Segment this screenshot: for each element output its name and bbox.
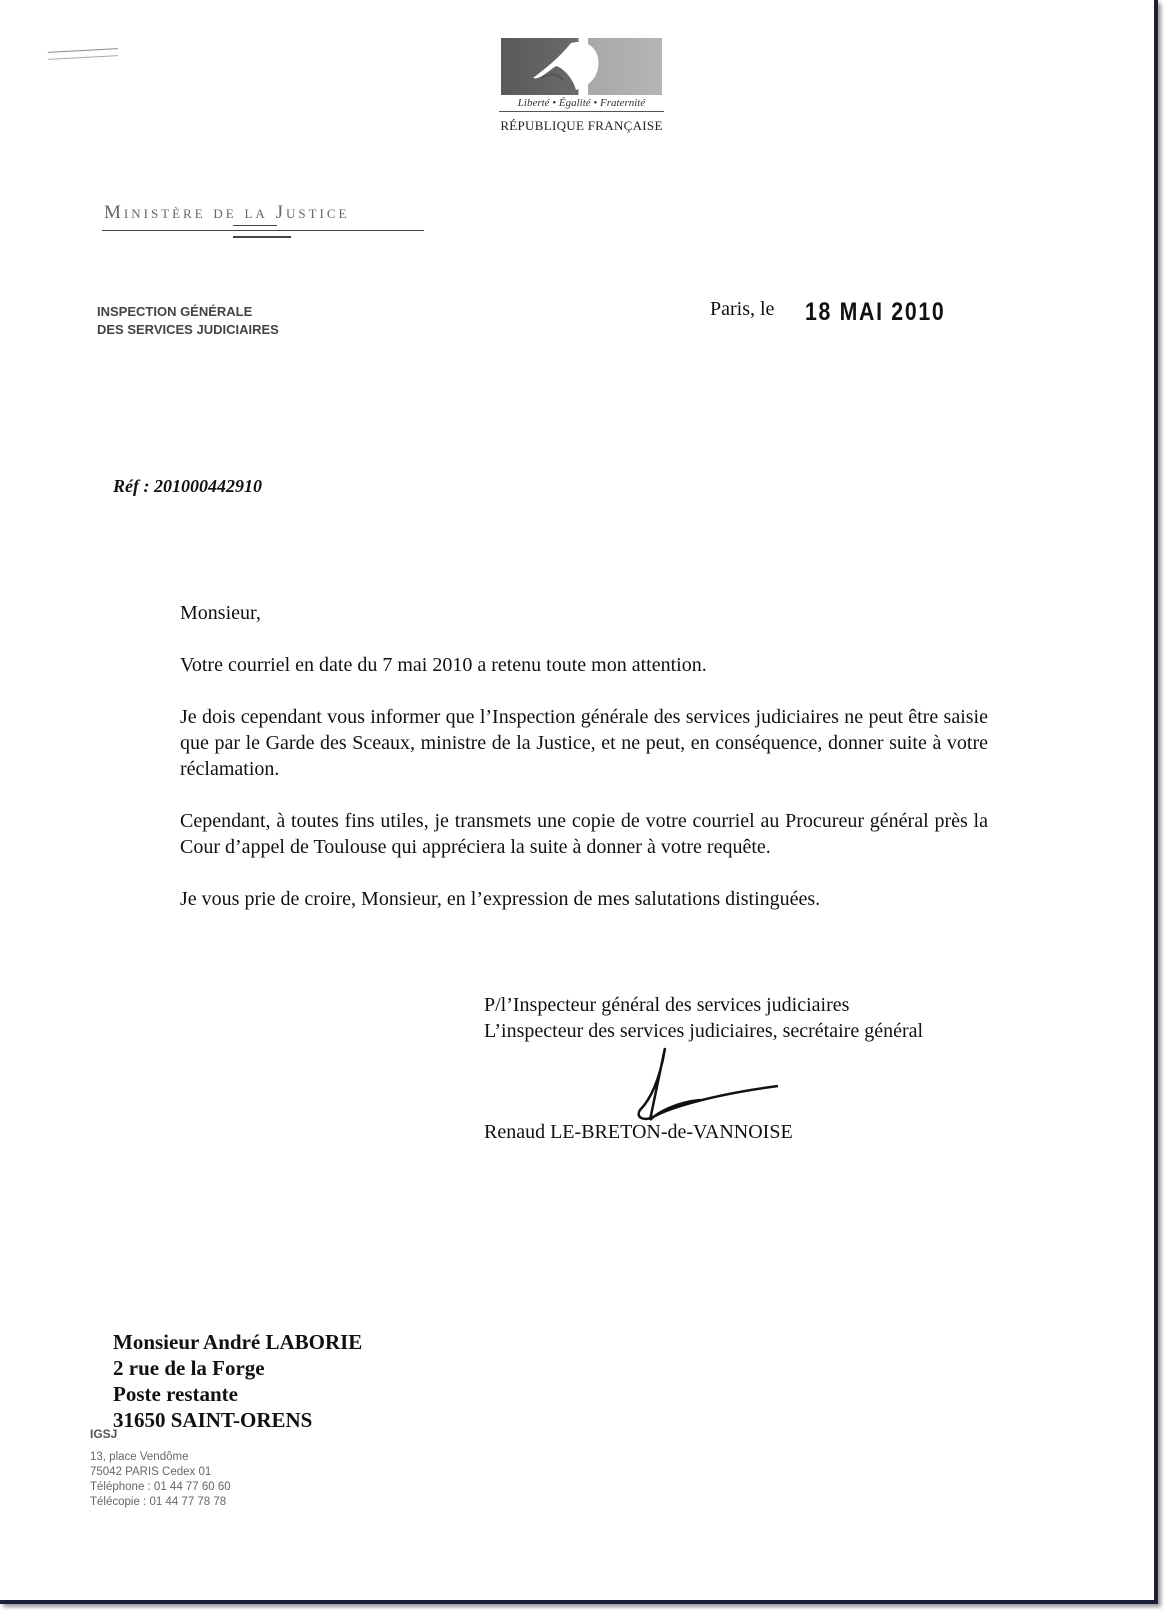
date-label: Paris, le xyxy=(710,298,775,320)
letter-body xyxy=(180,600,988,938)
recipient-street: 2 rue de la Forge xyxy=(113,1356,265,1380)
salutation: Monsieur, xyxy=(180,602,261,624)
divider xyxy=(102,230,424,231)
ministry-name: Ministère de la Justice xyxy=(104,202,350,223)
paragraph: Votre courriel en date du 7 mai 2010 a retenu toute mon attention. xyxy=(180,654,707,676)
recipient-line: Poste restante xyxy=(113,1382,238,1406)
service-line: INSPECTION GÉNÉRALE xyxy=(97,304,253,319)
recipient-name: Monsieur André LABORIE xyxy=(113,1330,363,1354)
signature-line: L’inspecteur des services judiciaires, secrétaire général xyxy=(484,1020,924,1042)
signature-line: P/l’Inspecteur général des services judiciaires xyxy=(484,994,850,1016)
handwritten-signature xyxy=(620,1040,790,1130)
paragraph: Je vous prie de croire, Monsieur, en l’expression de mes salutations distinguées. xyxy=(180,888,821,910)
footer-contact xyxy=(90,1450,231,1510)
footer-fax: Télécopie : 01 44 77 78 78 xyxy=(90,1496,227,1508)
footer-address: 75042 PARIS Cedex 01 xyxy=(90,1466,212,1478)
marianne-logo xyxy=(501,38,662,95)
footer-abbr: IGSJ xyxy=(90,1427,118,1441)
recipient-city: 31650 SAINT-ORENS xyxy=(113,1408,313,1432)
divider xyxy=(233,236,291,238)
footer-phone: Téléphone : 01 44 77 60 60 xyxy=(90,1481,231,1493)
service-line: DES SERVICES JUDICIAIRES xyxy=(97,322,279,337)
republic-name: RÉPUBLIQUE FRANÇAISE xyxy=(500,118,663,133)
divider xyxy=(233,225,277,226)
republic-motto: Liberté • Égalité • Fraternité xyxy=(499,97,664,112)
service-name xyxy=(97,303,279,339)
paragraph: Je dois cependant vous informer que l’Inspection générale des services judiciaires ne peut être saisie que par le Garde des Sceaux, ministre de la Justice, et ne peut, en conséquence, donner suite à votre réclamation. xyxy=(180,706,988,780)
reference-number: Réf : 201000442910 xyxy=(113,476,262,496)
footer-address: 13, place Vendôme xyxy=(90,1451,189,1463)
signer-name: Renaud LE-BRETON-de-VANNOISE xyxy=(484,1121,793,1143)
date-stamp: 18 MAI 2010 xyxy=(805,298,946,326)
recipient-address xyxy=(113,1329,362,1433)
paragraph: Cependant, à toutes fins utiles, je transmets une copie de votre courriel au Procureur général près la Cour d’appel de Toulouse qui appréciera la suite à donner à votre requête. xyxy=(180,810,988,858)
signature-block xyxy=(484,992,923,1044)
